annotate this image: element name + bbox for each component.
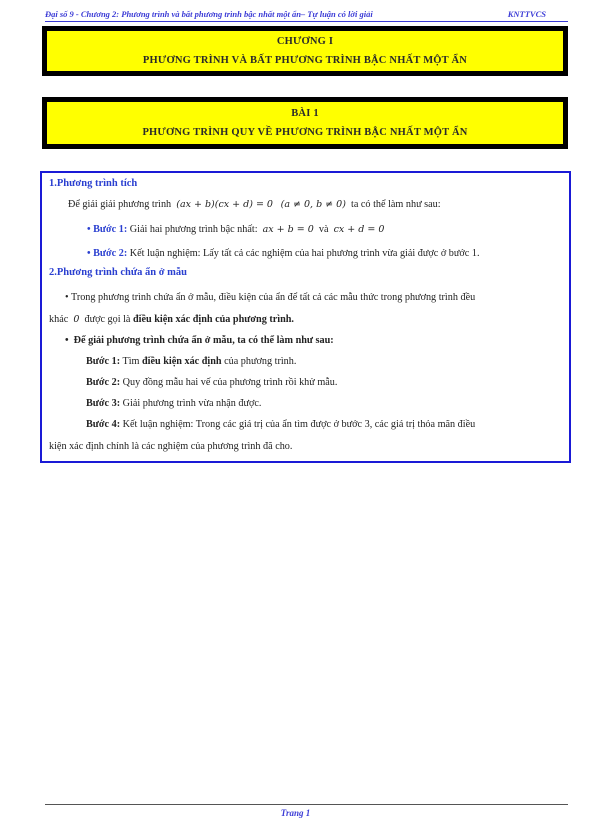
section2-step4-cont: kiện xác định chính là các nghiệm của phương trình đã cho. (49, 441, 293, 452)
bullet-icon: • (65, 292, 69, 303)
step1-equation-2: cx + d = 0 (333, 224, 385, 235)
section2-heading: 2.Phương trình chứa ẩn ở mẫu (49, 267, 188, 278)
lesson-title: PHƯƠNG TRÌNH QUY VỀ PHƯƠNG TRÌNH BẬC NHẤT MỘT ẨN (142, 127, 468, 138)
section2-step2 (86, 377, 337, 388)
product-equation: (ax + b)(cx + d) = 0 (176, 199, 273, 210)
section1-heading: 1.Phương trình tích (49, 178, 138, 189)
zero-symbol: 0 (73, 314, 80, 325)
section2-step3 (86, 398, 261, 409)
chapter-title: PHƯƠNG TRÌNH VÀ BẤT PHƯƠNG TRÌNH BẬC NHẤT MỘT ẨN (142, 55, 468, 66)
section2-para1-line1 (65, 292, 475, 303)
intro-prefix: Để giải giải phương trình (68, 199, 172, 210)
step-bold-text: điều kiện xác định (142, 356, 222, 367)
step1-text: Giải hai phương trình bậc nhất: (129, 224, 258, 235)
footer-divider (45, 804, 568, 805)
step-text-post: của phương trình. (224, 356, 297, 367)
section1-step2 (87, 248, 480, 259)
lesson-banner (42, 97, 568, 149)
para1-prefix: khác (49, 314, 69, 325)
step-label: Bước 2: (86, 377, 121, 388)
step1-label: Bước 1: (93, 224, 128, 235)
bullet-icon: • (65, 335, 69, 346)
step-text: Giải phương trình vừa nhận được. (122, 398, 262, 409)
step1-equation-1: ax + b = 0 (262, 224, 314, 235)
section2-para1-line2 (49, 314, 294, 325)
section2-step1 (86, 356, 296, 367)
step-text: Tìm (122, 356, 140, 367)
step2-label: Bước 2: (93, 248, 128, 259)
para1-definition: điều kiện xác định của phương trình. (133, 314, 294, 325)
step1-and: và (318, 224, 329, 235)
header-tag: KNTTVCS (507, 9, 546, 19)
method-title (65, 335, 334, 346)
theory-box (40, 171, 571, 463)
chapter-number: CHƯƠNG I (276, 36, 334, 47)
section2-step4 (86, 419, 475, 430)
step2-text: Kết luận nghiệm: Lấy tất cả các nghiệm của hai phương trình vừa giải được ở bước 1. (129, 248, 480, 259)
header-divider (45, 21, 568, 22)
bullet-icon: • (87, 224, 91, 235)
header-title: Đại số 9 - Chương 2: Phương trình và bất phương trình bậc nhất một ẩn– Tự luận có lời giải (45, 9, 373, 19)
bullet-icon: • (87, 248, 91, 259)
step-text: Kết luận nghiệm: Trong các giá trị của ẩn tìm được ở bước 3, các giá trị thỏa mãn điều (122, 419, 476, 430)
para1-mid: được gọi là (84, 314, 131, 325)
step-text: Quy đồng mẫu hai vế của phương trình rồi khử mẫu. (122, 377, 338, 388)
lesson-number: BÀI 1 (291, 108, 319, 119)
step-label: Bước 1: (86, 356, 121, 367)
method-title-text: Để giải phương trình chứa ẩn ở mẫu, ta có thể làm như sau: (73, 335, 334, 346)
intro-suffix: ta có thể làm như sau: (351, 199, 441, 210)
step-label: Bước 4: (86, 419, 121, 430)
para1-text: Trong phương trình chứa ẩn ở mẫu, điều kiện của ẩn để tất cả các mẫu thức trong phương trình đều (70, 292, 476, 303)
page-number: Trang 1 (280, 808, 311, 818)
equation-condition: (a ≠ 0, b ≠ 0) (280, 199, 346, 210)
chapter-banner (42, 26, 568, 76)
section1-intro (68, 199, 441, 210)
section1-step1 (87, 224, 384, 235)
step-label: Bước 3: (86, 398, 121, 409)
